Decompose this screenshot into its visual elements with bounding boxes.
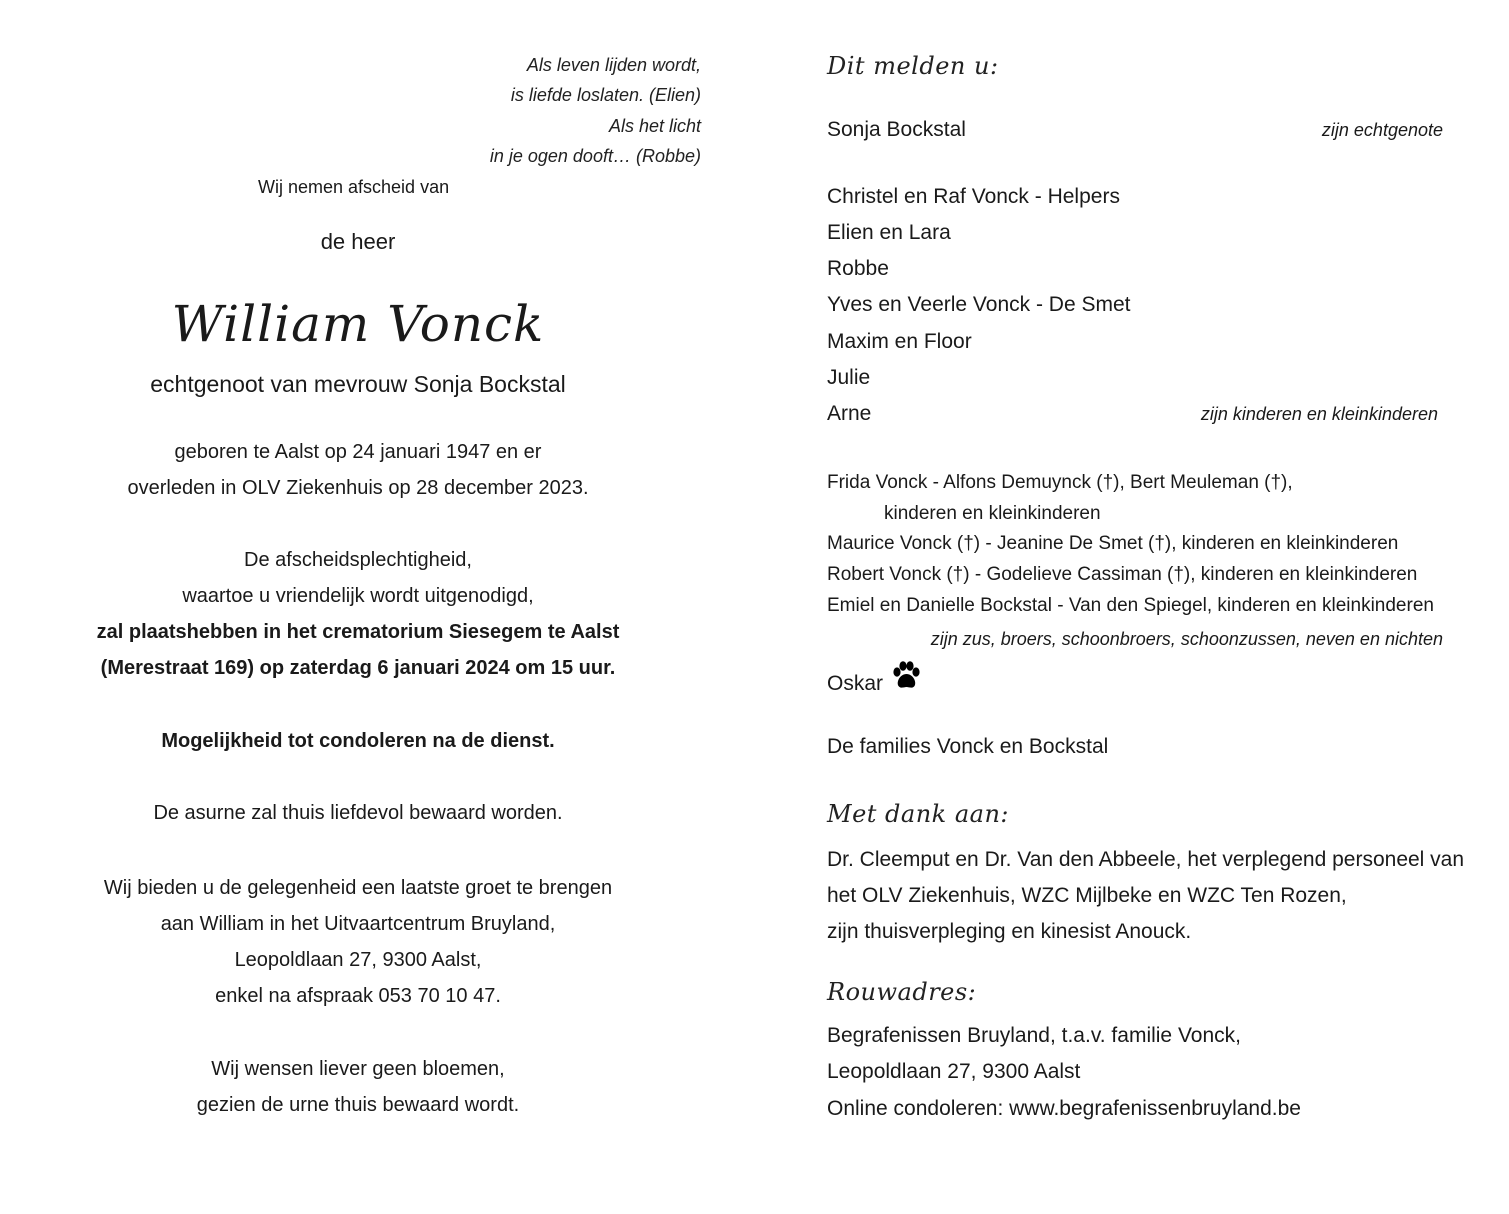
children-role: zijn kinderen en kleinkinderen	[1200, 404, 1438, 424]
families-line: De families Vonck en Bockstal	[827, 735, 1109, 758]
address-line: Leopoldlaan 27, 9300 Aalst	[827, 1060, 1081, 1083]
condolence-note: Mogelijkheid tot condoleren na de dienst.	[161, 730, 555, 752]
list-item: Robert Vonck (†) - Godelieve Cassiman (†), kinderen en kleinkinderen	[827, 564, 1418, 585]
thanks-line: het OLV Ziekenhuis, WZC Mijlbeke en WZC Ten Rozen,	[827, 884, 1347, 907]
poem-line: is liefde loslaten. (Elien)	[510, 85, 701, 105]
online-condolence-line: Online condoleren: www.begrafenissenbruyland.be	[827, 1097, 1301, 1120]
visit-line: aan William in het Uitvaartcentrum Bruyland,	[160, 913, 556, 935]
poem-line: Als leven lijden wordt,	[526, 55, 701, 75]
list-item: Julie	[827, 366, 871, 389]
list-item: Maurice Vonck (†) - Jeanine De Smet (†), kinderen en kleinkinderen	[827, 533, 1399, 554]
ceremony-line: waartoe u vriendelijk wordt uitgenodigd,	[182, 585, 534, 607]
list-item: Maxim en Floor	[827, 330, 972, 353]
list-item: kinderen en kleinkinderen	[884, 503, 1101, 524]
urn-note: De asurne zal thuis liefdevol bewaard worden.	[153, 802, 563, 824]
flowers-line: gezien de urne thuis bewaard wordt.	[196, 1094, 520, 1116]
announcers-heading: Dit melden u:	[827, 52, 999, 80]
pet-name: Oskar	[827, 672, 884, 695]
spouse-line: echtgenoot van mevrouw Sonja Bockstal	[150, 371, 566, 397]
address-line: Begrafenissen Bruyland, t.a.v. familie Vonck,	[827, 1024, 1241, 1047]
siblings-role: zijn zus, broers, schoonbroers, schoonzussen, neven en nichten	[930, 629, 1443, 649]
thanks-line: Dr. Cleemput en Dr. Van den Abbeele, het verplegend personeel van	[827, 848, 1465, 871]
list-item: Yves en Veerle Vonck - De Smet	[827, 293, 1131, 316]
ceremony-datetime: (Merestraat 169) op zaterdag 6 januari 2024 om 15 uur.	[100, 657, 616, 679]
ceremony-line: De afscheidsplechtigheid,	[244, 549, 472, 571]
list-item: Elien en Lara	[827, 221, 951, 244]
list-item: Emiel en Danielle Bockstal - Van den Spiegel, kinderen en kleinkinderen	[827, 595, 1434, 616]
birth-line: geboren te Aalst op 24 januari 1947 en er	[174, 441, 542, 463]
paw-print-icon	[889, 660, 923, 694]
deceased-name: William Vonck	[171, 295, 545, 353]
visit-line: Leopoldlaan 27, 9300 Aalst,	[234, 949, 482, 971]
list-item: Robbe	[827, 257, 889, 280]
pet-entry	[827, 660, 923, 696]
death-line: overleden in OLV Ziekenhuis op 28 december 2023.	[127, 477, 589, 499]
thanks-heading: Met dank aan:	[827, 800, 1010, 828]
poem-line: in je ogen dooft… (Robbe)	[489, 146, 701, 166]
thanks-line: zijn thuisverpleging en kinesist Anouck.	[827, 920, 1192, 943]
spouse-name: Sonja Bockstal	[827, 118, 966, 141]
flowers-line: Wij wensen liever geen bloemen,	[211, 1058, 505, 1080]
list-item: Arne	[827, 402, 872, 425]
list-item: Frida Vonck - Alfons Demuynck (†), Bert Meuleman (†),	[827, 472, 1293, 493]
visit-line: enkel na afspraak 053 70 10 47.	[215, 985, 501, 1007]
poem-line: Als het licht	[608, 116, 701, 136]
spouse-role: zijn echtgenote	[1321, 120, 1443, 140]
list-item: Christel en Raf Vonck - Helpers	[827, 185, 1120, 208]
visit-line: Wij bieden u de gelegenheid een laatste groet te brengen	[103, 877, 613, 899]
title-prefix: de heer	[320, 229, 396, 254]
ceremony-location: zal plaatshebben in het crematorium Siesegem te Aalst	[96, 621, 620, 643]
address-heading: Rouwadres:	[827, 978, 977, 1006]
intro-text: Wij nemen afscheid van	[258, 177, 450, 197]
